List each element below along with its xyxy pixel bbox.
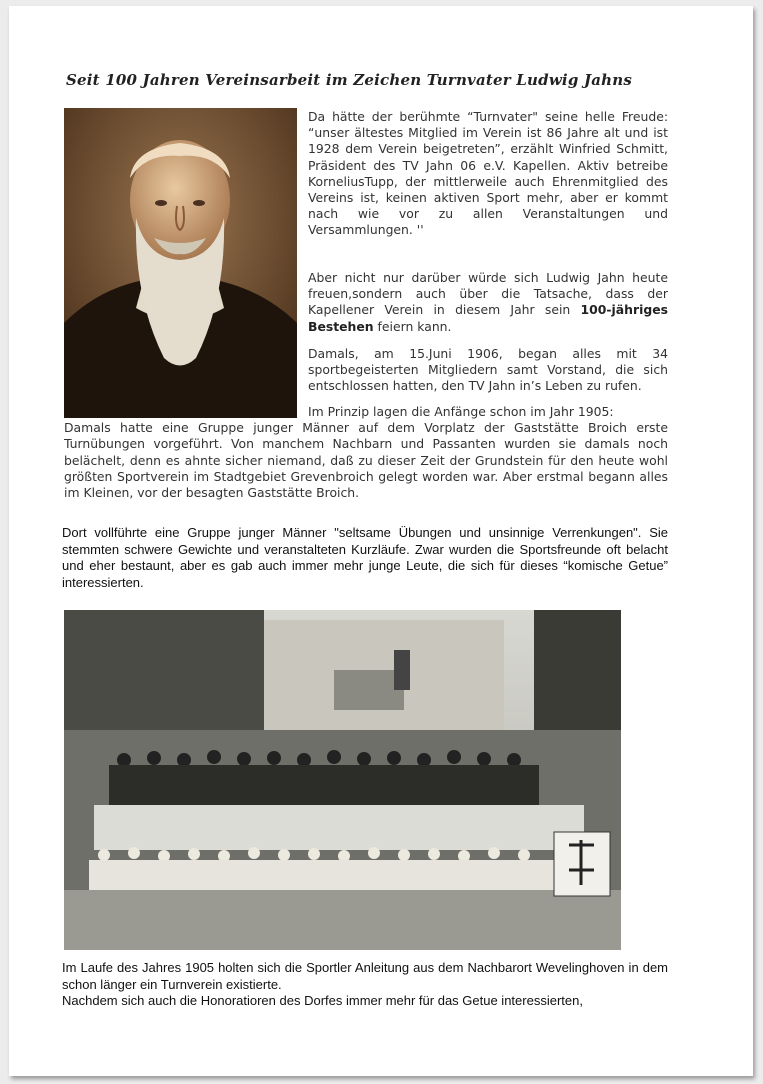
history-continued-text: Nachdem sich auch die Honoratioren des Dorfes immer mehr für das Getue interessierten, (62, 993, 583, 1008)
beginnings-first-line: Im Prinzip lagen die Anfänge schon im Jahr 1905: (308, 404, 614, 419)
anniversary-paragraph (308, 270, 668, 335)
group-photo (64, 610, 621, 950)
founding-paragraph: Damals, am 15.Juni 1906, began alles mit 34 sportbegeisterten Mitgliedern samt Vorstand, die sich entschlossen hatten, den TV Jahn in’s Leben zu rufen. (308, 346, 668, 394)
portrait-image (64, 108, 297, 418)
anniversary-text-before: Aber nicht nur darüber würde sich Ludwig Jahn heute freuen,sondern auch über die Tatsache, dass der Kapellener Verein in diesem Jahr sein (308, 270, 668, 318)
beginnings-rest: Damals hatte eine Gruppe junger Männer auf dem Vorplatz der Gaststätte Broich erste Turnübungen vorgeführt. Von manchem Nachbarn und Passanten wurden sie damals noch belächelt, denn es ahnte sicher niemand, daß zu dieser Zeit der Grundstein für den heute wohl größten Sportverein im Stadtgebiet Grevenbroich gelegt worden war. Aber erstmal begann alles im Kleinen, vor der besagten Gaststätte Broich. (64, 420, 668, 501)
history-text: Im Laufe des Jahres 1905 holten sich die Sportler Anleitung aus dem Nachbarort Wevelinghoven in dem schon länger ein Turnverein existierte. (62, 960, 668, 992)
intro-paragraph: Da hätte der berühmte “Turnvater" seine helle Freude: “unser ältestes Mitglied im Verein ist 86 Jahre alt und ist 1928 dem Verein beigetreten”, erzählt Winfried Schmitt, Präsident des TV Jahn 06 e.V. Kapellen. Aktiv betreibe KorneliusTupp, der mittlerweile auch Ehrenmitglied des Vereins ist, keinen aktiven Sport mehr, aber er kommt nach wie vor zu allen Veranstaltungen und Versammlungen. '' (308, 109, 668, 238)
exercises-paragraph: Dort vollführte eine Gruppe junger Männer "seltsame Übungen und unsinnige Verrenkungen". Sie stemmten schwere Gewichte und veranstalteten Kurzläufe. Zwar wurden die Sportsfreunde oft belacht und eher bestaunt, aber es gab auch immer mehr junge Leute, die sich für dieses “komische Getue” interessierten. (62, 525, 668, 590)
article-title: Seit 100 Jahren Vereinsarbeit im Zeichen Turnvater Ludwig Jahns (66, 71, 633, 89)
anniversary-bold: 100-jähriges Bestehen (308, 302, 668, 334)
beginnings-paragraph (64, 404, 668, 501)
history-paragraph (62, 960, 668, 1010)
anniversary-text-after: feiern kann. (373, 318, 452, 334)
